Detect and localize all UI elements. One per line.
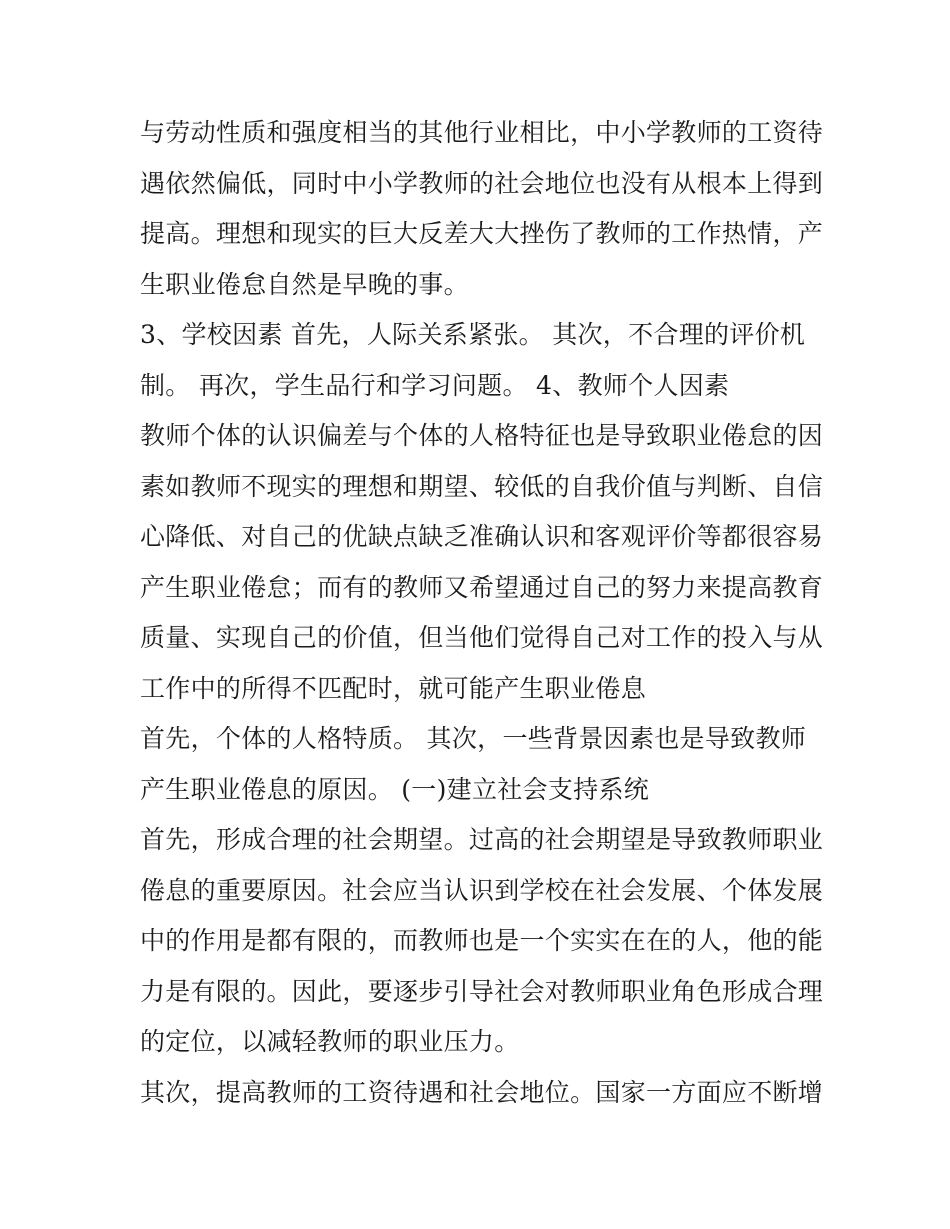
text-line: 工作中的所得不匹配时，就可能产生职业倦息 xyxy=(140,673,647,703)
text-line: 首先，个体的人格特质。 其次，一些背景因素也是导致教师 xyxy=(140,724,807,753)
text-line: 心降低、对自己的优缺点缺乏准确认识和客观评价等都很容易 xyxy=(140,522,824,551)
text-line: 提高。理想和现实的巨大反差大大挫伤了教师的工作热情，产 xyxy=(140,219,824,248)
text-line: 产生职业倦息的原因。 (一)建立社会支持系统 xyxy=(140,774,650,804)
text-line: 力是有限的。因此，要逐步引导社会对教师职业角色形成合理 xyxy=(140,976,824,1006)
text-line: 素如教师不现实的理想和期望、较低的自我价值与判断、自信 xyxy=(140,471,824,501)
text-line: 遇依然偏低，同时中小学教师的社会地位也没有从根本上得到 xyxy=(140,168,824,198)
text-line: 首先，形成合理的社会期望。过高的社会期望是导致教师职业 xyxy=(140,825,824,854)
text-line: 制。 再次，学生品行和学习问题。 4、教师个人因素 xyxy=(140,370,730,400)
text-line: 质量、实现自己的价值，但当他们觉得自己对工作的投入与从 xyxy=(140,623,824,652)
text-line: 3、学校因素 首先，人际关系紧张。 其次，不合理的评价机 xyxy=(140,320,806,349)
text-line: 产生职业倦怠；而有的教师又希望通过自己的努力来提高教育 xyxy=(140,572,824,602)
text-line: 与劳动性质和强度相当的其他行业相比，中小学教师的工资待 xyxy=(140,118,824,147)
text-line: 中的作用是都有限的，而教师也是一个实实在在的人，他的能 xyxy=(140,926,824,955)
text-line: 教师个体的认识偏差与个体的人格特征也是导致职业倦怠的因 xyxy=(140,421,824,450)
text-line: 的定位，以减轻教师的职业压力。 xyxy=(140,1027,520,1056)
text-line: 倦息的重要原因。社会应当认识到学校在社会发展、个体发展 xyxy=(140,875,824,905)
text-line: 其次，提高教师的工资待遇和社会地位。国家一方面应不断增 xyxy=(140,1077,824,1107)
document-body xyxy=(140,108,824,1118)
text-line: 生职业倦怠自然是早晚的事。 xyxy=(140,269,469,299)
